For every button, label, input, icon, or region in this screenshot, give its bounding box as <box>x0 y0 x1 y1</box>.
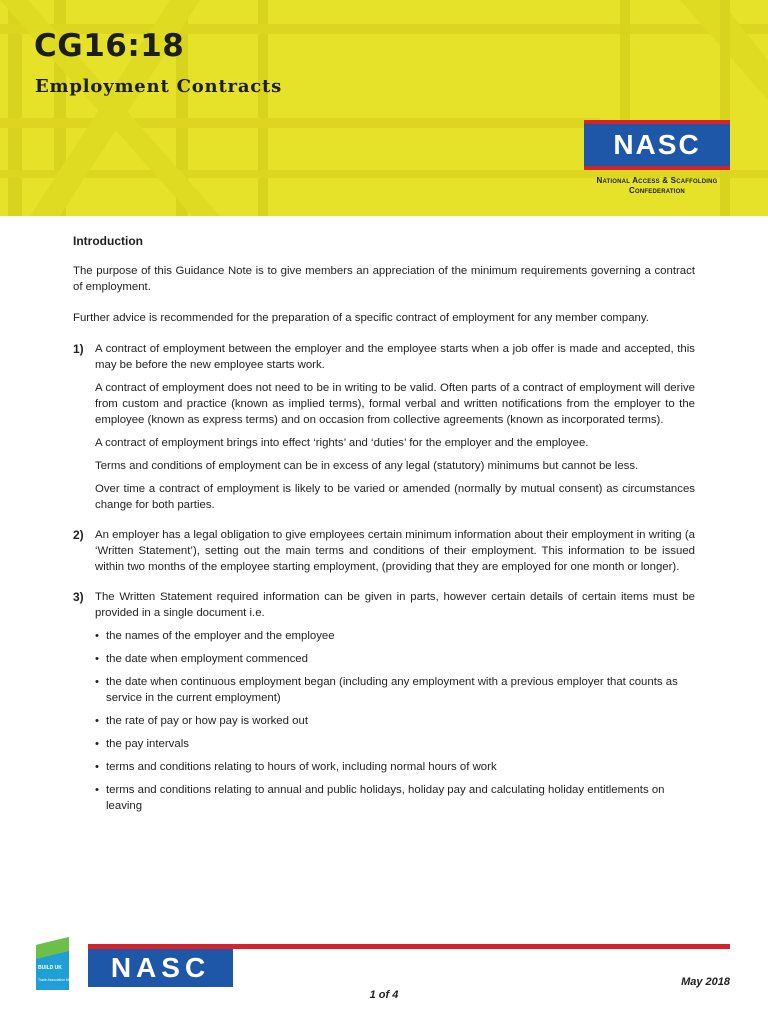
intro-paragraph-2: Further advice is recommended for the preparation of a specific contract of employment for any member company. <box>73 312 649 324</box>
item-paragraph: A contract of employment between the employer and the employee starts when a job offer is made and accepted, this may be before the new employee starts work. <box>95 343 695 371</box>
nasc-logo <box>584 120 730 196</box>
list-item: • terms and conditions relating to annual and public holidays, holiday pay and calculating holiday entitlements on leaving <box>95 782 695 814</box>
page-number: 1 of 4 <box>369 989 399 1001</box>
item-paragraph: A contract of employment brings into effect ‘rights’ and ‘duties’ for the employer and the employee. <box>95 437 589 449</box>
section-heading: Introduction <box>73 234 143 248</box>
nasc-logo-box: NASC <box>584 120 730 170</box>
item-paragraph: An employer has a legal obligation to give employees certain minimum information about their employment in writing (a ‘Written Statement’), setting out the main terms and conditions of their employment. This information to be issued within two months of the employee starting employment, (providing that they are employed for one month or longer). <box>95 529 695 573</box>
svg-text:Trade Association Member: Trade Association Member <box>38 978 79 982</box>
intro-paragraph-1: The purpose of this Guidance Note is to give members an appreciation of the minimum requirements governing a contract of employment. <box>73 265 695 293</box>
list-item: • the rate of pay or how pay is worked out <box>95 713 695 729</box>
numbered-item-3 <box>73 589 695 814</box>
item-paragraph: A contract of employment does not need to be in writing to be valid. Often parts of a contract of employment will derive from custom and practice (known as implied terms), formal verbal and written notifications from the employer to the employee (known as express terms) and on occasion from collective agreements (known as incorporated terms). <box>95 382 695 426</box>
svg-text:BUILD UK: BUILD UK <box>38 965 62 971</box>
build-uk-member-badge <box>36 937 79 990</box>
item-number: 1) <box>73 342 84 356</box>
item-number: 3) <box>73 590 84 604</box>
list-item: • terms and conditions relating to hours of work, including normal hours of work <box>95 759 695 775</box>
numbered-item-2 <box>73 527 695 575</box>
item-paragraph: Over time a contract of employment is likely to be varied or amended (normally by mutual consent) as circumstances change for both parties. <box>95 483 695 511</box>
item-number: 2) <box>73 528 84 542</box>
bullet-list <box>95 628 695 814</box>
document-body <box>73 233 695 828</box>
document-title: Employment Contracts <box>35 76 283 97</box>
list-item: • the names of the employer and the employee <box>95 628 695 644</box>
header-banner <box>0 0 768 216</box>
list-item: • the pay intervals <box>95 736 695 752</box>
numbered-item-1 <box>73 341 695 513</box>
document-code: CG16:18 <box>34 28 185 64</box>
item-paragraph: Terms and conditions of employment can be in excess of any legal (statutory) minimums but cannot be less. <box>95 460 639 472</box>
list-item: • the date when employment commenced <box>95 651 695 667</box>
publication-date: May 2018 <box>681 976 730 988</box>
nasc-footer-logo: NASC <box>88 949 233 987</box>
item-paragraph: The Written Statement required information can be given in parts, however certain details of certain items must be provided in a single document i.e. <box>95 591 695 619</box>
nasc-logo-tagline: National Access & Scaffolding Confederation <box>596 176 718 195</box>
list-item: • the date when continuous employment began (including any employment with a previous employer that counts as service in the current employment) <box>95 674 695 706</box>
